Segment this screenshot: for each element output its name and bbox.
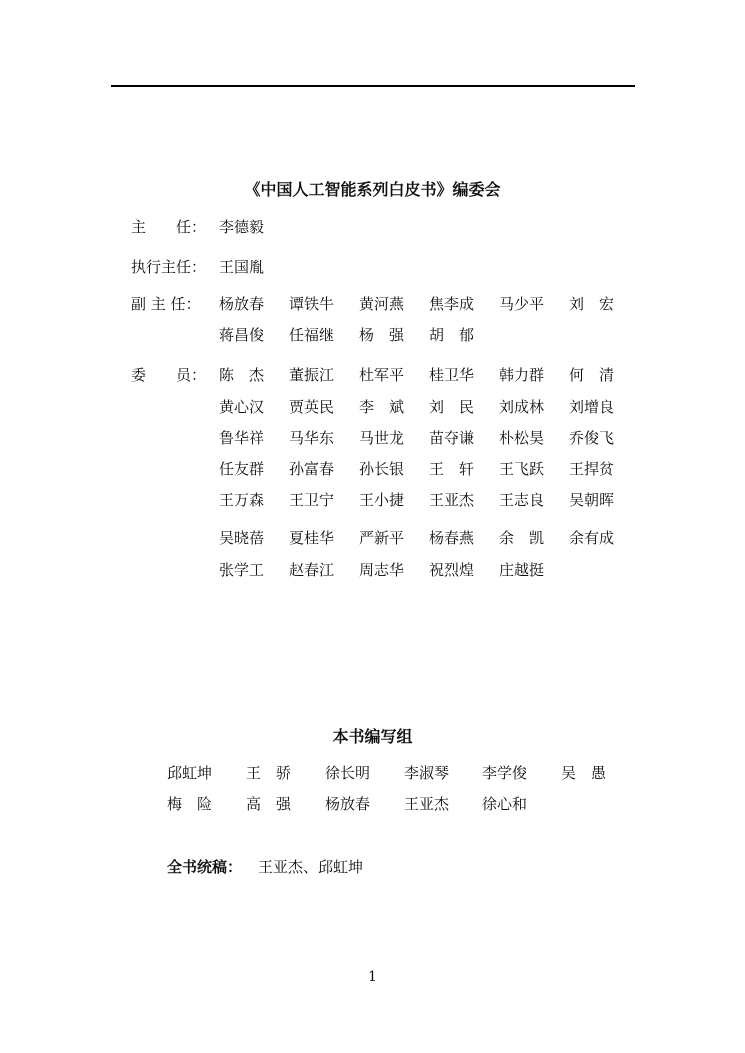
executive-label: 执行主任： [131, 258, 207, 276]
member-name: 王亚杰 [429, 491, 475, 509]
member-name: 夏桂华 [289, 529, 335, 547]
vice-name: 黄河燕 [359, 295, 405, 313]
member-name: 王 轩 [429, 460, 475, 478]
member-name: 韩力群 [499, 366, 545, 384]
writing-group-title: 本书编写组 [332, 727, 413, 746]
member-name: 乔俊飞 [569, 429, 615, 447]
final-edit-label: 全书统稿： [167, 858, 243, 876]
member-name: 黄心汉 [219, 398, 265, 416]
member-name: 鲁华祥 [219, 429, 265, 447]
member-name: 庄越挺 [499, 561, 545, 579]
writer-name: 徐长明 [325, 764, 371, 782]
director-label: 主 任： [131, 218, 207, 236]
member-name: 任友群 [219, 460, 265, 478]
member-name: 张学工 [219, 561, 265, 579]
page-number: 1 [368, 969, 377, 985]
committee-title: 《中国人工智能系列白皮书》编委会 [244, 180, 501, 199]
member-name: 马华东 [289, 429, 335, 447]
final-edit-line [167, 856, 363, 878]
member-name: 桂卫华 [429, 366, 475, 384]
writer-name: 梅 险 [167, 795, 213, 813]
vice-name: 杨放春 [219, 295, 265, 313]
writer-name: 李淑琴 [404, 764, 450, 782]
member-name: 严新平 [359, 529, 405, 547]
member-name: 王志良 [499, 491, 545, 509]
executive-name: 王国胤 [219, 258, 265, 276]
member-name: 王飞跃 [499, 460, 545, 478]
member-name: 杨春燕 [429, 529, 475, 547]
member-name: 何 清 [569, 366, 615, 384]
vice-name: 焦李成 [429, 295, 475, 313]
vice-name: 胡 郁 [429, 326, 475, 344]
member-name: 王万森 [219, 491, 265, 509]
writer-name: 吴 愚 [561, 764, 607, 782]
member-name: 刘 民 [429, 398, 475, 416]
member-name: 朴松昊 [499, 429, 545, 447]
vice-name: 蒋昌俊 [219, 326, 265, 344]
writer-name: 高 强 [246, 795, 292, 813]
member-name: 刘成林 [499, 398, 545, 416]
member-name: 贾英民 [289, 398, 335, 416]
writer-name: 邱虹坤 [167, 764, 213, 782]
member-name: 董振江 [289, 366, 335, 384]
director-name: 李德毅 [219, 218, 265, 236]
member-name: 吴朝晖 [569, 491, 615, 509]
vice-name: 谭铁牛 [289, 295, 335, 313]
member-name: 苗夺谦 [429, 429, 475, 447]
member-name: 吴晓蓓 [219, 529, 265, 547]
member-name: 祝烈煌 [429, 561, 475, 579]
member-name: 周志华 [359, 561, 405, 579]
writer-name: 王 骄 [246, 764, 292, 782]
vice-name: 马少平 [499, 295, 545, 313]
member-name: 杜军平 [359, 366, 405, 384]
member-name: 陈 杰 [219, 366, 265, 384]
member-name: 孙长银 [359, 460, 405, 478]
vice-name: 刘 宏 [569, 295, 615, 313]
member-name: 王小捷 [359, 491, 405, 509]
member-name: 马世龙 [359, 429, 405, 447]
writer-name: 王亚杰 [404, 795, 450, 813]
final-edit-value: 王亚杰、邱虹坤 [258, 858, 364, 876]
writer-name: 杨放春 [325, 795, 371, 813]
writer-name: 李学俊 [482, 764, 528, 782]
header-rule [111, 85, 635, 87]
member-name: 余有成 [569, 529, 615, 547]
vice-label: 副 主 任： [131, 295, 201, 313]
vice-name: 杨 强 [359, 326, 405, 344]
member-name: 王捍贫 [569, 460, 615, 478]
member-name: 孙富春 [289, 460, 335, 478]
members-label: 委 员： [131, 366, 207, 384]
member-name: 刘增良 [569, 398, 615, 416]
writer-name: 徐心和 [482, 795, 528, 813]
member-name: 余 凯 [499, 529, 545, 547]
member-name: 李 斌 [359, 398, 405, 416]
member-name: 赵春江 [289, 561, 335, 579]
member-name: 王卫宁 [289, 491, 335, 509]
vice-name: 任福继 [289, 326, 335, 344]
